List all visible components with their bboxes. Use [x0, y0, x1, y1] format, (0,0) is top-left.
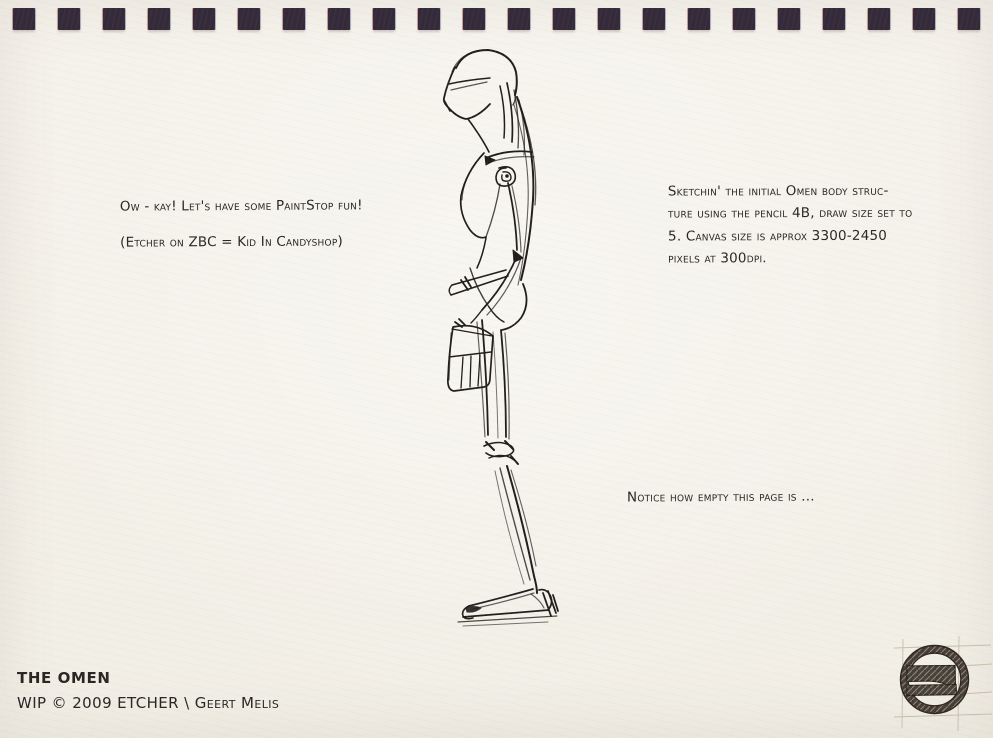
binding-square [733, 8, 755, 30]
note-right-line1: Sketchin' the initial Omen body struc- [667, 182, 889, 200]
artwork-credit: WIP © 2009 ETCHER \ Geert Melis [17, 694, 280, 712]
binding-square [643, 8, 665, 30]
binding-square [778, 8, 800, 30]
note-left-line2: (Etcher on ZBC = Kid In Candyshop) [120, 233, 343, 251]
binding-square [103, 8, 125, 30]
artwork-title: THE OMEN [17, 669, 111, 687]
binding-square [688, 8, 710, 30]
binding-square [913, 8, 935, 30]
note-empty-page: Notice how empty this page is ... [626, 488, 815, 506]
logo-bars [907, 666, 957, 696]
binding-square [373, 8, 395, 30]
note-right-line3: 5. Canvas size is approx 3300-2450 [668, 227, 888, 245]
binding-square [58, 8, 80, 30]
note-left [120, 197, 363, 250]
figure-sketch [420, 40, 600, 640]
note-left-line1: Ow - kay! Let's have some PaintStop fun! [119, 197, 363, 215]
note-right-line4: pixels at 300dpi. [668, 250, 767, 267]
binding-square [193, 8, 215, 30]
binding-square [553, 8, 575, 30]
binding-square [238, 8, 260, 30]
binding-square [148, 8, 170, 30]
binding-square [328, 8, 350, 30]
note-right-line2: ture using the pencil 4B, draw size set to [667, 205, 913, 222]
binding-square [598, 8, 620, 30]
footer [17, 669, 279, 712]
binding-square [13, 8, 35, 30]
binding-square [463, 8, 485, 30]
binding-strip [13, 8, 980, 30]
binding-square [418, 8, 440, 30]
binding-square [283, 8, 305, 30]
binding-square [508, 8, 530, 30]
binding-square [823, 8, 845, 30]
binding-square [958, 8, 980, 30]
etcher-logo [893, 633, 993, 735]
note-right [668, 179, 988, 270]
binding-square [868, 8, 890, 30]
